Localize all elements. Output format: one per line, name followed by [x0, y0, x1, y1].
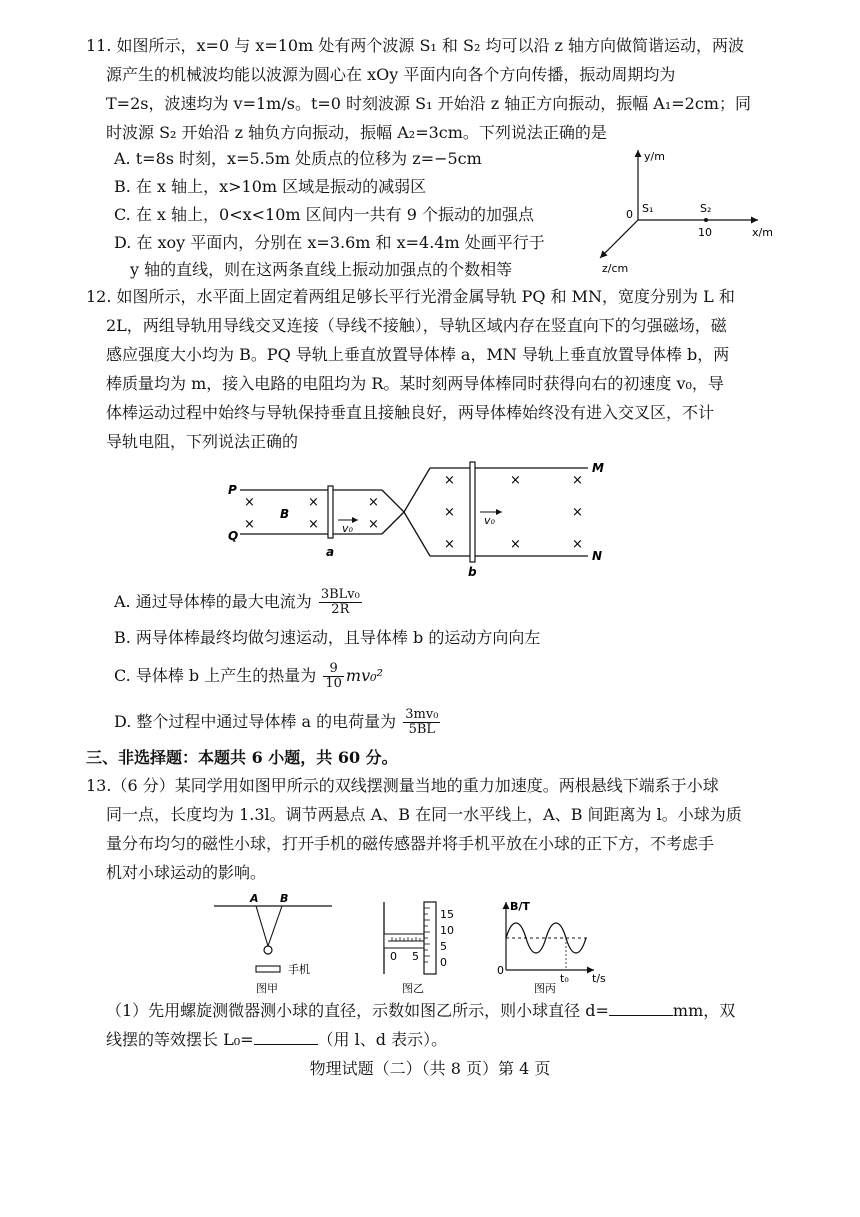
label-phone: 手机: [288, 963, 310, 976]
q12-line-5: 体棒运动过程中始终与导轨保持垂直且接触良好，两导体棒始终没有进入交叉区，不计: [106, 403, 715, 422]
field-cross: ×: [308, 495, 319, 510]
scale-10: 10: [440, 924, 454, 937]
q13-sub1-text-2: 线摆的等效摆长 L₀=: [106, 1030, 254, 1049]
z-axis-label: z/cm: [602, 262, 629, 275]
q13-line-2: 同一点，长度均为 1.3l。调节两悬点 A、B 在同一水平线上，A、B 间距离为 l。小球为质: [106, 805, 742, 824]
label-M: M: [592, 461, 604, 475]
q11-option-c: C. 在 x 轴上，0<x<10m 区间内一共有 9 个振动的加强点: [114, 205, 535, 224]
q11-option-d-cont: y 轴的直线，则在这两条直线上振动加强点的个数相等: [130, 260, 513, 279]
q12-option-c-suffix: mv₀²: [345, 666, 383, 685]
q13-line-4: 机对小球运动的影响。: [106, 863, 267, 882]
scale-15: 15: [440, 908, 454, 921]
caption-bing: 图丙: [534, 982, 556, 995]
q13-sub1-text: （1）先用螺旋测微器测小球的直径，示数如图乙所示，则小球直径 d=: [106, 1001, 609, 1020]
q12-line-1: 12. 如图所示，水平面上固定着两组足够长平行光滑金属导轨 PQ 和 MN，宽度分别为 L 和: [86, 287, 735, 306]
fraction-numerator: 3BLv₀: [320, 587, 360, 602]
q12-option-b: B. 两导体棒最终均做匀速运动，且导体棒 b 的运动方向向左: [114, 628, 541, 647]
s1-label: S₁: [642, 202, 654, 215]
section-3-heading: 三、非选择题：本题共 6 小题，共 60 分。: [86, 748, 398, 767]
tick-10-label: 10: [698, 226, 712, 239]
t0-label: t₀: [560, 972, 569, 985]
q12-option-a-text: A. 通过导体棒的最大电流为: [114, 592, 312, 611]
s2-point: [704, 218, 708, 222]
field-cross: ×: [572, 537, 583, 552]
q12-option-a-fraction: [319, 588, 362, 617]
label-b: b: [468, 565, 477, 579]
origin-label: 0: [626, 208, 633, 221]
q11-line-1: 11. 如图所示，x=0 与 x=10m 处有两个波源 S₁ 和 S₂ 均可以沿 z 轴方向做简谐运动，两波: [86, 36, 745, 55]
label-A: A: [250, 892, 259, 905]
field-cross: ×: [244, 517, 255, 532]
origin: 0: [497, 964, 504, 977]
q13-sub1-line-2: [106, 1028, 447, 1052]
fraction-numerator: 3mv₀: [405, 707, 439, 722]
q12-option-d: [114, 706, 442, 738]
y-axis-label: y/m: [644, 150, 665, 163]
field-cross: ×: [368, 495, 379, 510]
q12-line-4: 棒质量均为 m，接入电路的电阻均为 R。某时刻两导体棒同时获得向右的初速度 v₀，导: [106, 374, 724, 393]
label-a: a: [326, 545, 335, 559]
x-axis-label: x/m: [752, 226, 773, 239]
q12-option-c-text: C. 导体棒 b 上产生的热量为: [114, 666, 317, 685]
field-cross: ×: [510, 473, 521, 488]
field-cross: ×: [510, 537, 521, 552]
rod-a: [328, 486, 333, 538]
caption-yi: 图乙: [402, 982, 424, 995]
q12-line-3: 感应强度大小均为 B。PQ 导轨上垂直放置导体棒 a，MN 导轨上垂直放置导体棒 b，两: [106, 345, 730, 364]
q11-line-2: 源产生的机械波均能以波源为圆心在 xOy 平面内向各个方向传播，振动周期均为: [106, 65, 676, 84]
z-axis: [600, 220, 638, 258]
fig-jia: [210, 892, 340, 996]
q13-sub1-text-3: （用 l、d 表示）。: [317, 1030, 448, 1049]
scale-0: 0: [440, 956, 447, 969]
x-label: t/s: [592, 972, 606, 985]
q12-line-2: 2L，两组导轨用导线交叉连接（导线不接触），导轨区域内存在竖直向下的匀强磁场，磁: [106, 316, 727, 335]
q11-option-d: D. 在 xoy 平面内，分别在 x=3.6m 和 x=4.4m 处画平行于: [114, 233, 545, 252]
fraction-numerator: 9: [323, 662, 344, 677]
q12-option-d-text: D. 整个过程中通过导体棒 a 的电荷量为: [114, 712, 397, 731]
q12-rails-figure: [226, 456, 618, 580]
label-B: B: [280, 892, 289, 905]
q12-option-c: [114, 660, 383, 692]
rod-b: [470, 462, 475, 562]
q12-option-d-fraction: [403, 708, 440, 737]
sleeve-5: 5: [412, 950, 419, 963]
scale-5: 5: [440, 940, 447, 953]
q11-axes-figure: [580, 140, 780, 280]
fraction-denominator: 5BL: [408, 722, 436, 737]
q12-line-6: 导轨电阻，下列说法正确的: [106, 432, 299, 451]
label-v0-b: v₀: [484, 514, 495, 527]
sleeve-0: 0: [390, 950, 397, 963]
label-P: P: [228, 483, 237, 497]
q13-line-1: 13.（6 分）某同学用如图甲所示的双线摆测量当地的重力加速度。两根悬线下端系于小球: [86, 776, 719, 795]
field-cross: ×: [244, 495, 255, 510]
fig-bing: [494, 894, 614, 996]
q13-sub1-unit: mm，双: [672, 1001, 736, 1020]
field-cross: ×: [368, 517, 379, 532]
q11-line-4: 时波源 S₂ 开始沿 z 轴负方向振动，振幅 A₂=3cm。下列说法正确的是: [106, 123, 607, 142]
ball: [264, 946, 272, 954]
q11-line-3: T=2s，波速均为 v=1m/s。t=0 时刻波源 S₁ 开始沿 z 轴正方向振动，振幅 A₁=2cm；同: [106, 94, 751, 113]
q12-option-a: [114, 586, 364, 618]
field-cross: ×: [444, 505, 455, 520]
label-N: N: [592, 549, 603, 563]
y-label: B/T: [510, 900, 530, 913]
q13-sub1-line-1: [106, 999, 735, 1023]
q11-option-a: A. t=8s 时刻，x=5.5m 处质点的位移为 z=−5cm: [114, 149, 482, 168]
label-B: B: [280, 507, 290, 521]
field-cross: ×: [572, 505, 583, 520]
field-cross: ×: [572, 473, 583, 488]
fraction-denominator: 10: [325, 676, 342, 691]
q11-option-b: B. 在 x 轴上，x>10m 区域是振动的减弱区: [114, 177, 427, 196]
label-v0-a: v₀: [342, 522, 353, 535]
fig-yi: [378, 894, 468, 996]
field-cross: ×: [444, 473, 455, 488]
fraction-denominator: 2R: [331, 602, 350, 617]
page-footer: 物理试题（二）（共 8 页）第 4 页: [309, 1059, 551, 1078]
field-cross: ×: [308, 517, 319, 532]
field-cross: ×: [444, 537, 455, 552]
q12-option-c-fraction: [323, 662, 344, 691]
answer-blank-L0[interactable]: [254, 1028, 318, 1045]
answer-blank-d[interactable]: [609, 999, 673, 1016]
s2-label: S₂: [700, 202, 712, 215]
q13-line-3: 量分布均匀的磁性小球，打开手机的磁传感器并将手机平放在小球的正下方，不考虑手: [106, 834, 715, 853]
phone: [256, 966, 280, 972]
caption-jia: 图甲: [256, 982, 278, 995]
label-Q: Q: [228, 529, 239, 543]
